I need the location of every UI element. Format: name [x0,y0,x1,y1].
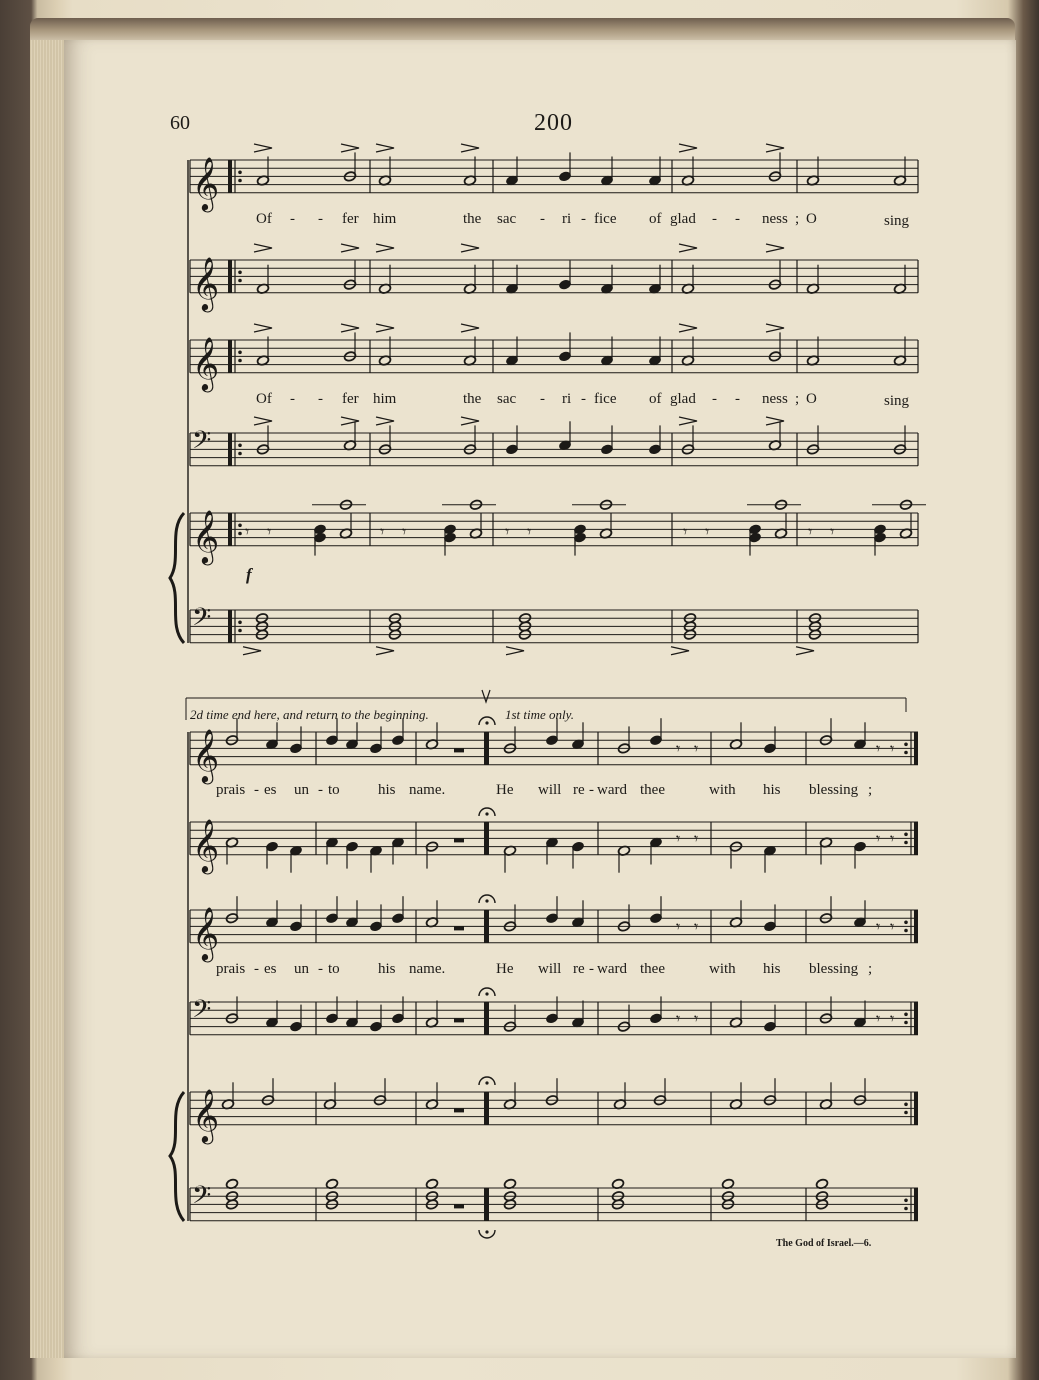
eighth-rest-icon: 𝄾 [890,829,895,848]
accent-mark [243,647,261,655]
eighth-rest-icon: 𝄾 [705,522,710,541]
treble-clef-icon: 𝄞 [192,817,220,872]
lyric-syllable: sac [497,211,517,227]
eighth-rest-icon: 𝄾 [402,522,407,541]
eighth-rest-icon: 𝄾 [890,1009,895,1028]
repeat-dot [238,524,242,528]
lyric-syllable: sac [497,391,517,407]
lyric-syllable: O [806,211,817,227]
repeat-thick-bar [228,260,232,293]
lyric-syllable: - [318,961,323,977]
repeat-dot [904,1103,908,1107]
eighth-rest-icon: 𝄾 [505,522,510,541]
lyric-syllable: un [294,961,309,977]
lyric-syllable: thee [640,782,665,798]
eighth-rest-icon: 𝄾 [267,522,272,541]
lyric-syllable: - [290,211,295,227]
repeat-dot [904,921,908,925]
repeat-dot [904,929,908,933]
lyric-syllable: un [294,782,309,798]
lyric-syllable: re [573,961,585,977]
lyric-syllable: - [318,211,323,227]
lyric-syllable: glad [670,391,696,407]
eighth-rest-icon: 𝄾 [527,522,532,541]
repeat-thick-bar [914,822,918,855]
lyric-syllable: him [373,391,397,407]
section-double-bar [484,1188,489,1221]
lyric-syllable: - [290,391,295,407]
half-rest-icon [454,1204,464,1208]
repeat-thick-bar [914,910,918,943]
lyric-syllable: blessing [809,961,859,977]
repeat-dot [904,841,908,845]
lyric-syllable: thee [640,961,665,977]
fermata-dot [485,1081,488,1084]
lyric-syllable: re [573,782,585,798]
treble-clef-icon: 𝄞 [192,508,220,563]
accent-mark [254,244,272,252]
half-rest-icon [454,748,464,752]
eighth-rest-icon: 𝄾 [890,917,895,936]
section-double-bar [484,1002,489,1035]
lyric-syllable: ness [762,211,788,227]
repeat-dot [904,1021,908,1025]
repeat-thick-bar [914,1002,918,1035]
repeat-dot [238,621,242,625]
eighth-rest-icon: 𝄾 [676,1009,681,1028]
eighth-rest-icon: 𝄾 [876,829,881,848]
treble-clef-icon: 𝄞 [192,905,220,960]
repeat-dot [904,1207,908,1211]
lyric-syllable: Of [256,391,272,407]
lyric-syllable: the [463,391,482,407]
lyric-syllable: sing [884,213,910,229]
repeat-dot [904,751,908,755]
lyric-syllable: - [589,961,594,977]
lyric-syllable: prais [216,961,246,977]
lyric-syllable: ; [795,211,800,227]
lyric-syllable: will [538,782,562,798]
accent-mark [766,417,784,425]
lyric-syllable: the [463,211,482,227]
lyric-syllable: ri [562,391,572,407]
lyric-syllable: - [581,211,586,227]
half-rest-icon [454,1018,464,1022]
repeat-dot [238,629,242,633]
lyric-syllable: prais [216,782,246,798]
direction-first-time: 1st time only. [505,707,574,722]
repeat-thick-bar [228,160,232,193]
breath-mark-icon [482,690,490,702]
accent-mark [679,244,697,252]
lyric-syllable: - [254,961,259,977]
lyric-syllable: glad [670,211,696,227]
eighth-rest-icon: 𝄾 [694,917,699,936]
repeat-thick-bar [228,433,232,466]
accent-mark [376,324,394,332]
lyric-syllable: his [378,961,396,977]
accent-mark [341,144,359,152]
lyric-syllable: of [649,211,662,227]
eighth-rest-icon: 𝄾 [876,739,881,758]
eighth-rest-icon: 𝄾 [808,522,813,541]
lyric-syllable: He [496,961,514,977]
repeat-dot [904,1111,908,1115]
repeat-dot [238,359,242,363]
lyric-syllable: fice [594,391,617,407]
lyric-syllable: - [735,211,740,227]
lyric-syllable: - [581,391,586,407]
lyric-syllable: ; [868,961,873,977]
page-number: 60 [170,112,190,134]
dynamic-forte: f [246,565,252,584]
accent-mark [254,417,272,425]
section-double-bar [484,822,489,855]
repeat-dot [904,833,908,837]
lyric-syllable: es [264,961,277,977]
lyric-syllable: - [735,391,740,407]
lyric-syllable: ; [795,391,800,407]
lyric-syllable: to [328,782,340,798]
accent-mark [461,244,479,252]
eighth-rest-icon: 𝄾 [683,522,688,541]
fermata-dot [485,1230,488,1233]
half-rest-icon [454,1108,464,1112]
eighth-rest-icon: 𝄾 [676,739,681,758]
repeat-thick-bar [914,732,918,765]
eighth-rest-icon: 𝄾 [694,739,699,758]
lyric-syllable: - [318,391,323,407]
lyric-syllable: fer [342,211,359,227]
eighth-rest-icon: 𝄾 [694,1009,699,1028]
section-double-bar [484,732,489,765]
treble-clef-icon: 𝄞 [192,155,220,210]
repeat-thick-bar [914,1188,918,1221]
lyric-syllable: - [712,211,717,227]
repeat-dot [904,743,908,747]
repeat-thick-bar [914,1092,918,1125]
accent-mark [461,324,479,332]
accent-mark [376,417,394,425]
half-rest-icon [454,926,464,930]
lyric-syllable: ; [868,782,873,798]
lyric-syllable: O [806,391,817,407]
lyric-syllable: ward [597,961,627,977]
accent-mark [461,144,479,152]
accent-mark [254,324,272,332]
accent-mark [376,144,394,152]
treble-clef-icon: 𝄞 [192,335,220,390]
accent-mark [254,144,272,152]
accent-mark [679,144,697,152]
repeat-dot [238,179,242,183]
piano-brace [170,513,184,643]
repeat-thick-bar [228,513,232,546]
bass-clef-icon: 𝄢 [192,603,212,638]
section-double-bar [484,910,489,943]
repeat-thick-bar [228,340,232,373]
accent-mark [376,244,394,252]
fermata-dot [485,721,488,724]
hymn-number: 200 [534,110,573,136]
bass-clef-icon: 𝄢 [192,1181,212,1216]
section-double-bar [484,1092,489,1125]
repeat-dot [238,279,242,283]
accent-mark [671,647,689,655]
accent-mark [376,647,394,655]
eighth-rest-icon: 𝄾 [380,522,385,541]
accent-mark [766,324,784,332]
fermata-dot [485,992,488,995]
accent-mark [341,417,359,425]
accent-mark [506,647,524,655]
accent-mark [766,144,784,152]
lyric-syllable: his [763,782,781,798]
repeat-thick-bar [228,610,232,643]
lyric-syllable: sing [884,393,910,409]
eighth-rest-icon: 𝄾 [830,522,835,541]
lyric-syllable: fice [594,211,617,227]
repeat-dot [238,351,242,355]
eighth-rest-icon: 𝄾 [876,1009,881,1028]
lyric-syllable: He [496,782,514,798]
treble-clef-icon: 𝄞 [192,255,220,310]
lyric-syllable: with [709,961,736,977]
eighth-rest-icon: 𝄾 [876,917,881,936]
eighth-rest-icon: 𝄾 [676,917,681,936]
lyric-syllable: his [763,961,781,977]
repeat-dot [238,271,242,275]
accent-mark [341,324,359,332]
lyric-syllable: ri [562,211,572,227]
lyric-syllable: Of [256,211,272,227]
lyric-syllable: - [540,391,545,407]
footer-title: The God of Israel.—6. [776,1238,872,1249]
lyric-syllable: his [378,782,396,798]
lyric-syllable: - [540,211,545,227]
lyric-syllable: es [264,782,277,798]
lyric-syllable: fer [342,391,359,407]
lyric-syllable: - [318,782,323,798]
lyric-syllable: - [254,782,259,798]
eighth-rest-icon: 𝄾 [245,522,250,541]
lyric-syllable: will [538,961,562,977]
repeat-dot [238,532,242,536]
accent-mark [796,647,814,655]
repeat-dot [238,444,242,448]
accent-mark [461,417,479,425]
repeat-dot [904,1199,908,1203]
direction-second-time: 2d time end here, and return to the beginning. [190,707,429,722]
eighth-rest-icon: 𝄾 [676,829,681,848]
accent-mark [679,324,697,332]
repeat-dot [238,171,242,175]
lyric-syllable: name. [409,782,446,798]
repeat-dot [904,1013,908,1017]
piano-brace [170,1092,184,1221]
repeat-dot [238,452,242,456]
half-rest-icon [454,838,464,842]
treble-clef-icon: 𝄞 [192,727,220,782]
lyric-syllable: ness [762,391,788,407]
accent-mark [766,244,784,252]
lyric-syllable: of [649,391,662,407]
accent-mark [679,417,697,425]
lyric-syllable: him [373,211,397,227]
lyric-syllable: name. [409,961,446,977]
lyric-syllable: to [328,961,340,977]
bass-clef-icon: 𝄢 [192,426,212,461]
treble-clef-icon: 𝄞 [192,1087,220,1142]
lyric-syllable: - [712,391,717,407]
fermata-dot [485,812,488,815]
lyric-syllable: with [709,782,736,798]
fermata-dot [485,899,488,902]
eighth-rest-icon: 𝄾 [890,739,895,758]
lyric-syllable: ward [597,782,627,798]
lyric-syllable: blessing [809,782,859,798]
lyric-syllable: - [589,782,594,798]
accent-mark [341,244,359,252]
eighth-rest-icon: 𝄾 [694,829,699,848]
bass-clef-icon: 𝄢 [192,995,212,1030]
